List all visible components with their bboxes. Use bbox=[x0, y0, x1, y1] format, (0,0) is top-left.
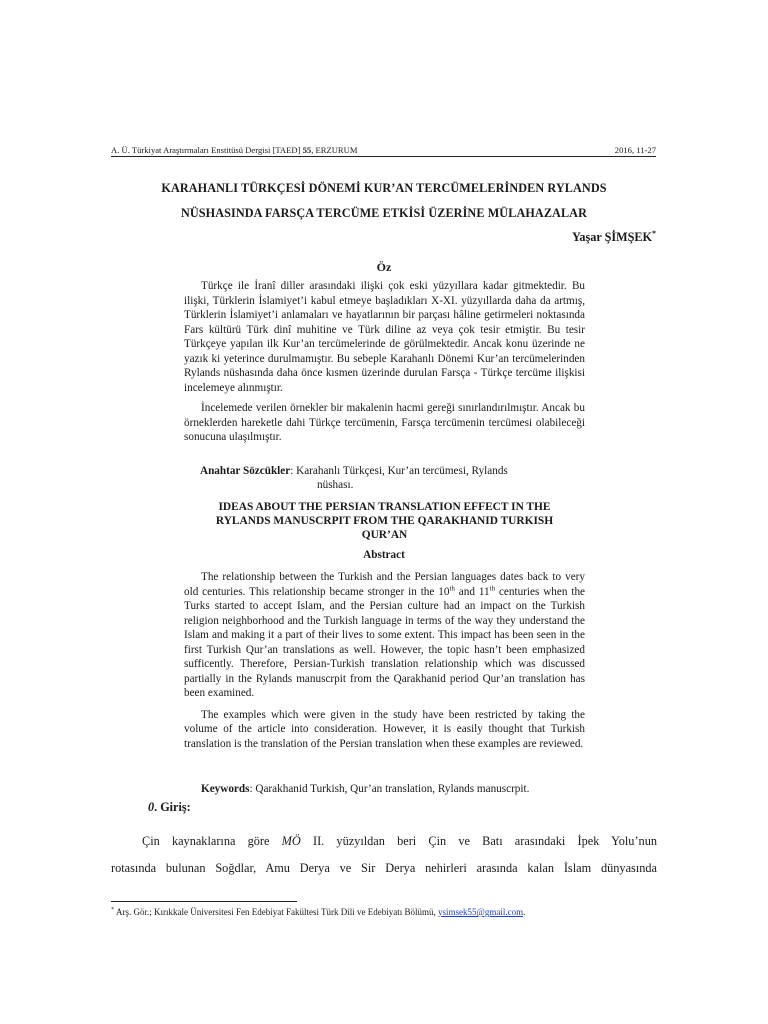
body-text bbox=[111, 828, 657, 882]
section-heading: 0. Giriş: bbox=[148, 800, 191, 814]
year-pages: 2016, 11-27 bbox=[614, 145, 656, 155]
issue-number: 55 bbox=[302, 145, 312, 155]
turkish-keywords: Anahtar Sözcükler : Karahanlı Türkçesi, Kur’an tercümesi, Rylands nüshası. bbox=[200, 465, 508, 491]
author-footnote-mark: * bbox=[652, 229, 656, 238]
abstract-paragraph-1: The relationship between the Turkish and the Persian languages dates back to very old centuries. This relationship became stronger in the 10th and 11th centuries when the Turks started to accept Islam, and the Persian culture had an impact on the Turkish religion neighborhood and the Turkish language in terms of the way they understand the Islam and making it a part of their lives to some extent. This impact has been seen in the first Turkish Qur’an translations as well. However, the topic hasn’t been emphasized sufficently. Therefore, Persian-Turkish translation relationship which was discussed partially in the Rylands manuscrpit from the Qarakhanid period Qur’an translation has been examined. bbox=[184, 571, 585, 699]
oz-abstract bbox=[184, 279, 585, 445]
running-header bbox=[111, 145, 656, 157]
abstract-paragraph-2: The examples which were given in the study have been restricted by taking the volume of the article into consideration. However, it is easily thought that Turkish translation is the translation of the Persian translation when these examples are reviewed. bbox=[184, 708, 585, 750]
footnote: * Arş. Gör.; Kırıkkale Üniversitesi Fen Edebiyat Fakültesi Türk Dili ve Edebiyatı Bölümü, ysimsek55@gmail.com. bbox=[111, 906, 526, 917]
email-link[interactable]: ysimsek55@gmail.com bbox=[438, 907, 524, 917]
abstract-heading: Abstract bbox=[363, 549, 405, 561]
oz-heading: Öz bbox=[376, 260, 392, 274]
article-title: KARAHANLI TÜRKÇESİ DÖNEMİ KUR’AN TERCÜMELERİNDEN RYLANDS NÜSHASINDA FARSÇA TERCÜME ETKİSİ ÜZERİNE MÜLAHAZALAR bbox=[161, 181, 607, 220]
oz-paragraph-2: İncelemede verilen örnekler bir makalenin hacmi gereği sınırlandırılmıştır. Ancak bu örneklerden hareketle dahi Türkçe tercümenin, Farsça tercümenin tercümesi olabileceği sonucuna ulaşılmıştır. bbox=[184, 402, 585, 443]
author-name: Yaşar ŞİMŞEK* bbox=[571, 229, 656, 245]
body-line-1: Çin kaynaklarına göre MÖ II. yüzyıldan beri Çin ve Batı arasındaki İpek Yolu’nun bbox=[142, 834, 657, 848]
english-abstract bbox=[184, 570, 585, 751]
english-keywords: Keywords: Qarakhanid Turkish, Qur’an translation, Rylands manuscrpit. bbox=[201, 783, 530, 795]
english-title: IDEAS ABOUT THE PERSIAN TRANSLATION EFFECT IN THE RYLANDS MANUSCRPIT FROM THE QARAKHANID TURKISH QUR’AN bbox=[215, 501, 554, 542]
journal-citation: A. Ü. Türkiyat Araştırmaları Enstitüsü Dergisi [TAED] 55, ERZURUM bbox=[111, 145, 358, 155]
footnote-divider bbox=[111, 901, 297, 902]
keywords-label-tr: Anahtar Sözcükler bbox=[200, 465, 291, 477]
oz-paragraph-1: Türkçe ile İranî diller arasındaki ilişki çok eski yüzyıllara kadar gitmektedir. Bu ilişki, Türklerin İslamiyet’i kabul etmeye başladıkları X-XI. yüzyıllarda daha da artmış, Türklerin İslamiyet’i anlamaları ve hayatlarının bir parçası hâline getirmeleri noktasında Fars kültürü Türk dinî muhitine ve Türk diline az veya çok tesir etmiştir. Bu tesir Türkçeye yapılan ilk Kur’an tercümelerinde de görülmektedir. Ancak konu üzerinde ne yazık ki yeterince durulmamıştır. Bu sebeple Karahanlı Dönemi Kur’an tercümelerinden Rylands nüshasında daha önce kısmen üzerinde durulan Farsça - Türkçe tercüme ilişkisi incelemeye alınmıştır. bbox=[184, 280, 585, 394]
body-line-2: rotasında bulunan Soğdlar, Amu Derya ve Sir Derya nehirleri arasında kalan İslam dünyasında bbox=[111, 861, 657, 875]
keywords-label-en: Keywords bbox=[201, 783, 250, 795]
